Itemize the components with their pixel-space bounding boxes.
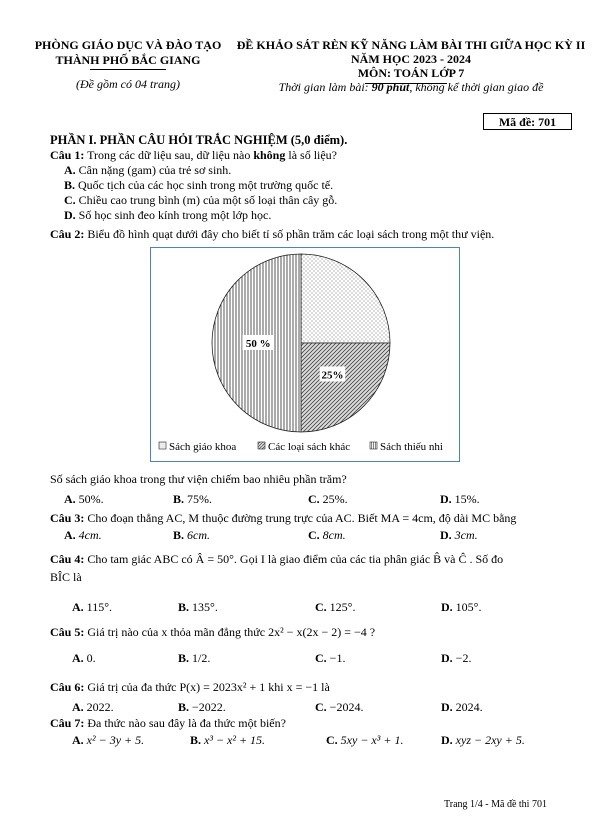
q1-option-d[interactable] — [64, 208, 271, 223]
q3-option-d[interactable] — [440, 528, 478, 543]
q4-option-b[interactable] — [178, 600, 218, 615]
option-text: −2022. — [189, 700, 226, 714]
page-footer: Trang 1/4 - Mã đề thi 701 — [444, 799, 547, 810]
school-year: NĂM HỌC 2023 - 2024 — [351, 52, 471, 66]
q4-option-c[interactable] — [315, 600, 355, 615]
option-label: B. — [178, 651, 190, 665]
q3-option-b[interactable] — [173, 528, 210, 543]
q2-option-a[interactable] — [64, 492, 104, 507]
option-text: 50%. — [75, 492, 104, 506]
q5-text: Giá trị nào của x thỏa mãn đẳng thức 2x² − x(2x − 2) = −4 ? — [84, 625, 376, 639]
q4-number: Câu 4: — [50, 552, 85, 566]
option-label: D. — [441, 600, 453, 614]
option-text: 5xy − x³ + 1. — [337, 733, 404, 747]
option-text: 1/2. — [189, 651, 211, 665]
option-text: 2022. — [83, 700, 114, 714]
option-text: 25%. — [319, 492, 348, 506]
option-label: D. — [440, 528, 452, 542]
option-label: B. — [178, 600, 190, 614]
q5-option-b[interactable] — [178, 651, 210, 666]
question-7 — [50, 716, 286, 730]
q2-option-b[interactable] — [173, 492, 212, 507]
q1-option-c[interactable] — [64, 193, 337, 208]
legend-swatch — [370, 442, 377, 449]
page-count-note: (Đề gồm có 04 trang) — [76, 77, 180, 91]
q1-number: Câu 1: — [50, 148, 85, 162]
q5-option-d[interactable] — [441, 651, 471, 666]
city-name: THÀNH PHỐ BẮC GIANG — [55, 53, 201, 67]
header-right — [232, 38, 590, 94]
option-label: B. — [178, 700, 190, 714]
option-text: 0. — [83, 651, 96, 665]
option-text: Cân nặng (gam) của trẻ sơ sinh. — [75, 163, 232, 177]
option-label: B. — [64, 178, 76, 192]
legend-label: Sách giáo khoa — [169, 441, 237, 453]
option-label: B. — [173, 492, 185, 506]
option-label: D. — [440, 492, 452, 506]
q7-number: Câu 7: — [50, 716, 85, 730]
option-label: D. — [64, 208, 76, 222]
option-label: C. — [326, 733, 338, 747]
q1-text-bold: không — [253, 148, 286, 162]
q4-option-d[interactable] — [441, 600, 481, 615]
option-label: A. — [64, 492, 76, 506]
q4-text-line2: BÎC là — [50, 570, 82, 584]
option-text: 6cm. — [184, 528, 211, 542]
q7-text: Đa thức nào sau đây là đa thức một biến? — [84, 716, 286, 730]
option-label: A. — [64, 163, 76, 177]
q3-number: Câu 3: — [50, 511, 85, 525]
header-right-rule — [365, 83, 447, 84]
option-text: 4cm. — [75, 528, 102, 542]
option-label: D. — [441, 700, 453, 714]
option-label: A. — [72, 700, 84, 714]
q6-option-a[interactable] — [72, 700, 114, 715]
q1-option-a[interactable] — [64, 163, 231, 178]
time-bold: 90 phút — [371, 80, 410, 94]
option-text: 135°. — [189, 600, 218, 614]
option-text: −2. — [452, 651, 472, 665]
option-text: 15%. — [451, 492, 480, 506]
option-text: 75%. — [184, 492, 213, 506]
time-prefix: Thời gian làm bài: — [278, 80, 372, 94]
q2-text: Biểu đồ hình quạt dưới đây cho biết tỉ số phần trăm các loại sách trong một thư viện. — [84, 227, 495, 241]
q4-text: Cho tam giác ABC có Â = 50°. Gọi I là giao điểm của các tia phân giác B̂ và Ĉ . Số đo — [84, 552, 504, 566]
option-label: A. — [64, 528, 76, 542]
option-text: 125°. — [326, 600, 356, 614]
option-label: D. — [441, 651, 453, 665]
q7-option-c[interactable] — [326, 733, 403, 748]
q6-option-b[interactable] — [178, 700, 226, 715]
q2-option-d[interactable] — [440, 492, 480, 507]
option-text: xyz − 2xy + 5. — [452, 733, 525, 747]
q3-option-c[interactable] — [308, 528, 346, 543]
pie-slice-2 — [301, 343, 390, 432]
option-label: C. — [64, 193, 76, 207]
q6-option-c[interactable] — [315, 700, 363, 715]
q6-option-d[interactable] — [441, 700, 483, 715]
time-suffix: , không kể thời gian giao đề — [409, 80, 544, 94]
pie-data-label: 25% — [321, 369, 344, 382]
q5-number: Câu 5: — [50, 625, 85, 639]
option-label: C. — [315, 600, 327, 614]
option-text: 105°. — [452, 600, 482, 614]
q7-option-d[interactable] — [441, 733, 525, 748]
question-5 — [50, 625, 375, 639]
question-2 — [50, 227, 494, 241]
q1-text-a: Trong các dữ liệu sau, dữ liệu nào — [84, 148, 254, 162]
q7-option-b[interactable] — [190, 733, 265, 748]
legend-label: Các loại sách khác — [268, 441, 351, 453]
question-6 — [50, 680, 330, 694]
option-label: A. — [72, 733, 84, 747]
section-title: PHẦN I. PHẦN CÂU HỎI TRẮC NGHIỆM (5,0 điểm). — [50, 133, 348, 147]
option-label: C. — [315, 651, 327, 665]
exam-code-box: Mã đề: 701 — [483, 113, 572, 130]
q5-option-c[interactable] — [315, 651, 345, 666]
option-text: x² − 3y + 5. — [83, 733, 145, 747]
q3-option-a[interactable] — [64, 528, 102, 543]
q1-option-b[interactable] — [64, 178, 333, 193]
option-text: 115°. — [83, 600, 113, 614]
exam-title: ĐỀ KHẢO SÁT RÈN KỸ NĂNG LÀM BÀI THI GIỮA HỌC KỲ II — [236, 38, 586, 52]
pie-data-label: 50 % — [245, 338, 271, 350]
pie-chart-frame — [150, 247, 460, 462]
q3-text: Cho đoạn thẳng AC, M thuộc đường trung trực của AC. Biết MA = 4cm, độ dài MC bằng — [84, 511, 517, 525]
option-text: 2024. — [452, 700, 483, 714]
option-label: A. — [72, 651, 84, 665]
legend-label: Sách thiếu nhi — [380, 441, 443, 453]
option-label: C. — [315, 700, 327, 714]
option-label: D. — [441, 733, 453, 747]
option-label: C. — [308, 492, 320, 506]
pie-chart — [151, 248, 459, 461]
option-text: −1. — [326, 651, 346, 665]
legend-swatch — [258, 442, 265, 449]
question-3 — [50, 511, 516, 525]
option-label: B. — [190, 733, 202, 747]
subject: MÔN: TOÁN LỚP 7 — [357, 66, 465, 80]
option-label: C. — [308, 528, 320, 542]
header-left — [28, 38, 228, 92]
q6-text: Giá trị của đa thức P(x) = 2023x² + 1 khi x = −1 là — [84, 680, 330, 694]
option-text: Quốc tịch của các học sinh trong một trường quốc tế. — [75, 178, 334, 192]
q1-text-b: là số liệu? — [285, 148, 338, 162]
option-label: A. — [72, 600, 84, 614]
q2-question: Số sách giáo khoa trong thư viện chiếm bao nhiêu phần trăm? — [50, 472, 347, 486]
header-left-rule — [90, 69, 166, 70]
legend-swatch — [159, 442, 166, 449]
q6-number: Câu 6: — [50, 680, 85, 694]
option-text: x³ − x² + 15. — [201, 733, 266, 747]
question-4 — [50, 552, 503, 566]
q7-option-a[interactable] — [72, 733, 144, 748]
q2-option-c[interactable] — [308, 492, 348, 507]
q4-option-a[interactable] — [72, 600, 112, 615]
pie-slice-1 — [301, 254, 390, 343]
option-label: B. — [173, 528, 185, 542]
option-text: Chiều cao trung bình (m) của một số loại thân cây gỗ. — [75, 193, 338, 207]
option-text: Số học sinh đeo kính trong một lớp học. — [75, 208, 272, 222]
q2-number: Câu 2: — [50, 227, 85, 241]
option-text: 3cm. — [451, 528, 478, 542]
q5-option-a[interactable] — [72, 651, 96, 666]
option-text: −2024. — [326, 700, 364, 714]
question-1 — [50, 148, 337, 162]
option-text: 8cm. — [319, 528, 346, 542]
department-name: PHÒNG GIÁO DỤC VÀ ĐÀO TẠO — [34, 38, 222, 52]
